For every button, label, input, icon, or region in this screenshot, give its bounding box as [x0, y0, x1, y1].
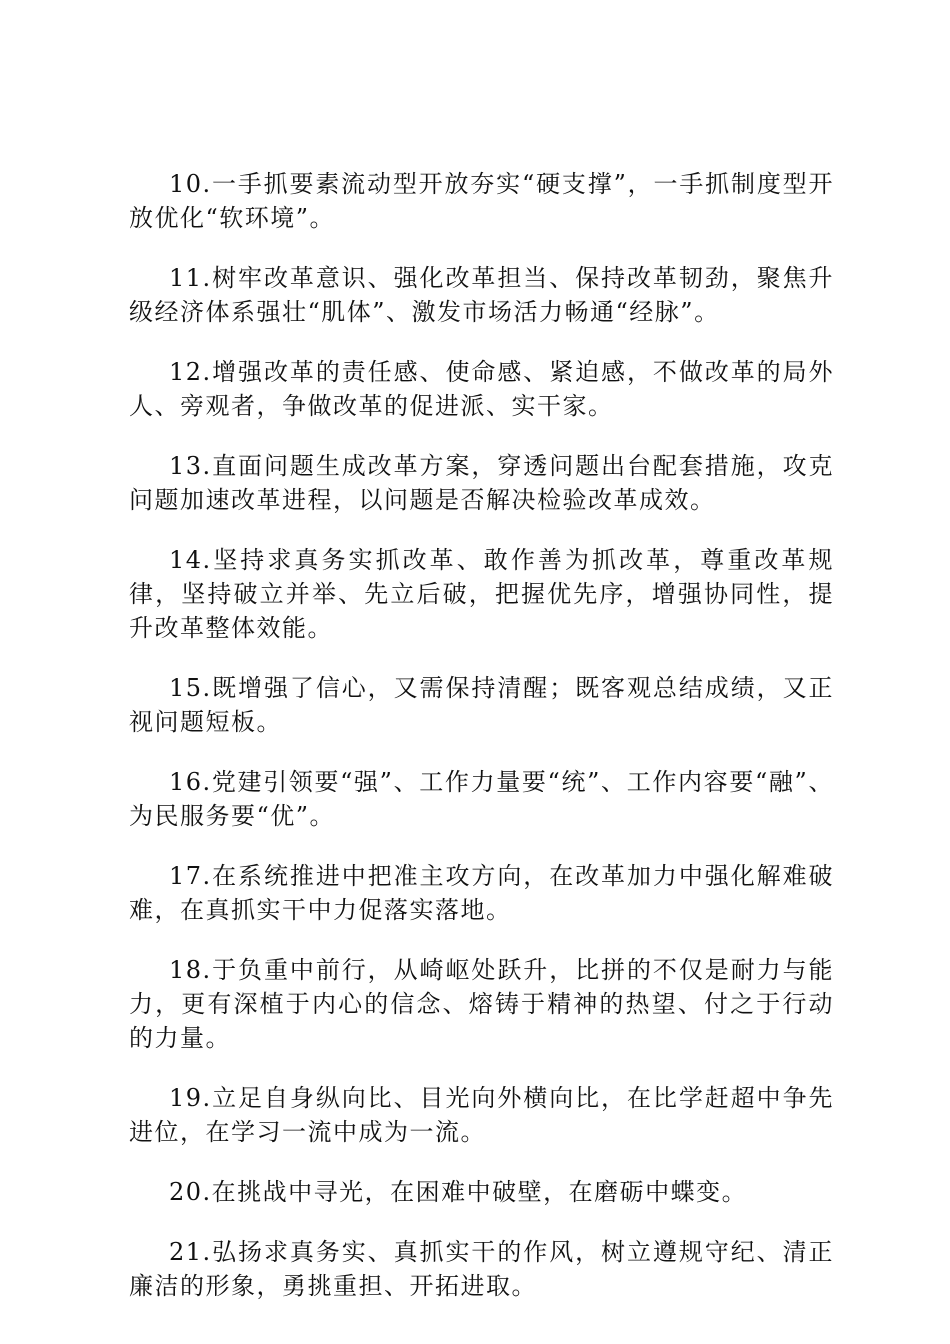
paragraph-13: 13.直面问题生成改革方案，穿透问题出台配套措施，攻克问题加速改革进程，以问题是否解决检验改革成效。: [129, 452, 834, 514]
paragraph-11: 11.树牢改革意识、强化改革担当、保持改革韧劲，聚焦升级经济体系强壮“肌体”、激发市场活力畅通“经脉”。: [129, 264, 834, 326]
paragraph-21: 21.弘扬求真务实、真抓实干的作风，树立遵规守纪、清正廉洁的形象，勇挑重担、开拓进取。: [129, 1238, 834, 1300]
document-body: [129, 167, 834, 1329]
paragraph-14: 14.坚持求真务实抓改革、敢作善为抓改革，尊重改革规律，坚持破立并举、先立后破，把握优先序，增强协同性，提升改革整体效能。: [129, 546, 834, 642]
paragraph-16: 16.党建引领要“强”、工作力量要“统”、工作内容要“融”、为民服务要“优”。: [129, 768, 834, 830]
paragraph-10: 10.一手抓要素流动型开放夯实“硬支撑”，一手抓制度型开放优化“软环境”。: [129, 170, 834, 232]
paragraph-18: 18.于负重中前行，从崎岖处跃升，比拼的不仅是耐力与能力，更有深植于内心的信念、熔铸于精神的热望、付之于行动的力量。: [129, 956, 834, 1052]
paragraph-20: 20.在挑战中寻光，在困难中破壁，在磨砺中蝶变。: [169, 1178, 748, 1206]
paragraph-15: 15.既增强了信心，又需保持清醒；既客观总结成绩，又正视问题短板。: [129, 674, 834, 736]
paragraph-19: 19.立足自身纵向比、目光向外横向比，在比学赶超中争先进位，在学习一流中成为一流。: [129, 1084, 834, 1146]
paragraph-12: 12.增强改革的责任感、使命感、紧迫感，不做改革的局外人、旁观者，争做改革的促进派、实干家。: [129, 358, 834, 420]
paragraph-17: 17.在系统推进中把准主攻方向，在改革加力中强化解难破难，在真抓实干中力促落实落地。: [129, 862, 834, 924]
